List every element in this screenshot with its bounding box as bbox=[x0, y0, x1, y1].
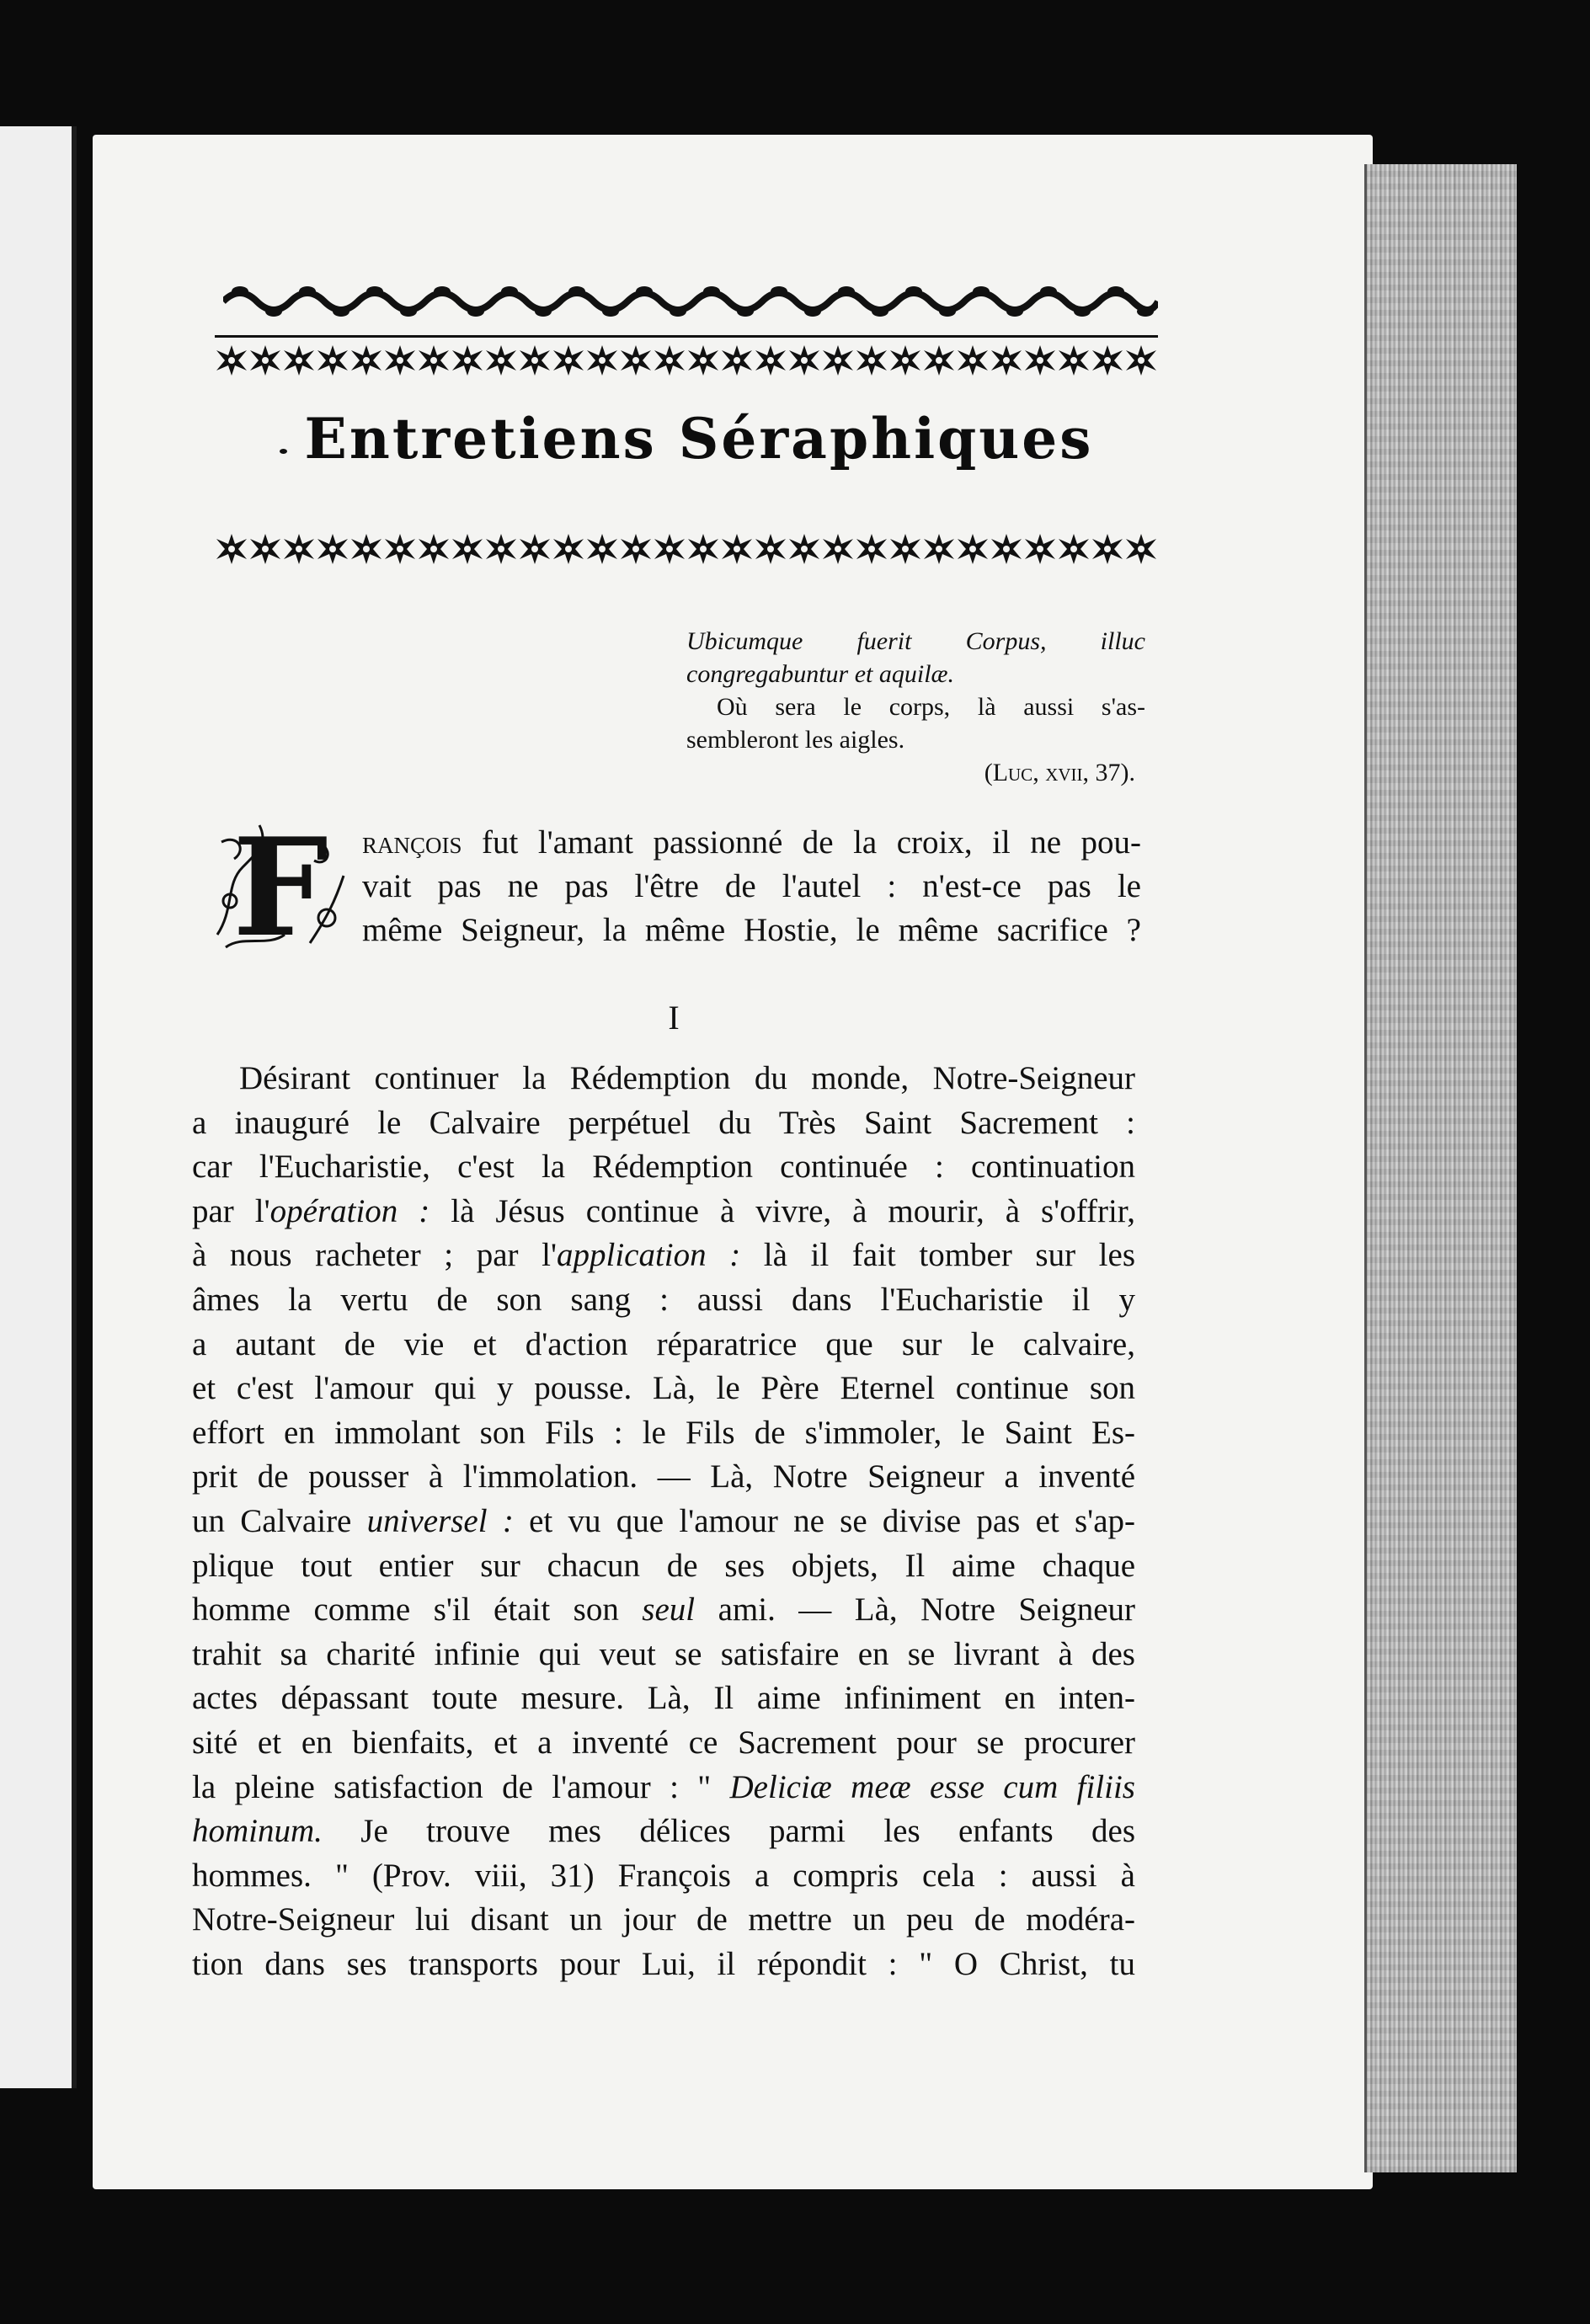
opening-line-2: vait pas ne pas l'être de l'autel : n'est-ce pas le bbox=[362, 868, 1141, 904]
vine-ornament bbox=[223, 280, 1158, 320]
body-line: Notre-Seigneur lui disant un jour de mettre un peu de modéra- bbox=[192, 1901, 1135, 1938]
body-paragraph bbox=[192, 1057, 1135, 1986]
svg-text:F: F bbox=[232, 808, 328, 956]
body-line: a inauguré le Calvaire perpétuel du Très Saint Sacrement : bbox=[192, 1104, 1135, 1141]
body-line: homme comme s'il était son seul ami. — Là, Notre Seigneur bbox=[192, 1591, 1136, 1628]
epigraph-reference: (Luc, xvii, 37). bbox=[984, 759, 1135, 786]
body-line: à nous racheter ; par l'application : là il fait tomber sur les bbox=[192, 1237, 1135, 1274]
opening-line-1: fut l'amant passionné de la croix, il ne pou- bbox=[482, 824, 1142, 861]
opening-line-3: même Seigneur, la même Hostie, le même sacrifice ? bbox=[362, 912, 1141, 948]
body-line: et c'est l'amour qui y pousse. Là, le Père Eternel continue son bbox=[192, 1370, 1135, 1407]
body-line: sité et en bienfaits, et a inventé ce Sacrement pour se procurer bbox=[192, 1724, 1135, 1761]
body-line: a autant de vie et d'action réparatrice que sur le calvaire, bbox=[192, 1325, 1135, 1362]
epigraph-french-line-1: Où sera le corps, là aussi s'as- bbox=[717, 693, 1145, 721]
body-line: Désirant continuer la Rédemption du monde, Notre-Seigneur bbox=[239, 1060, 1135, 1096]
ornament-rule bbox=[215, 335, 1158, 338]
body-line: car l'Eucharistie, c'est la Rédemption continuée : continuation bbox=[192, 1149, 1135, 1186]
body-line: trahit sa charité infinie qui veut se satisfaire en se livrant à des bbox=[192, 1635, 1135, 1672]
body-line: par l'opération : là Jésus continue à vivre, à mourir, à s'offrir, bbox=[192, 1192, 1135, 1229]
opening-lead-word: rançois bbox=[362, 824, 462, 861]
page-title: Entretiens Séraphiques bbox=[304, 406, 1094, 472]
body-line: hommes. " (Prov. viii, 31) François a compris cela : aussi à bbox=[192, 1857, 1135, 1894]
body-line: tion dans ses transports pour Lui, il répondit : " O Christ, tu bbox=[192, 1945, 1135, 1982]
body-line: prit de pousser à l'immolation. — Là, Notre Seigneur a inventé bbox=[192, 1458, 1135, 1495]
body-line: plique tout entier sur chacun de ses objets, Il aime chaque bbox=[192, 1547, 1135, 1584]
dropcap-initial bbox=[209, 808, 352, 956]
body-line: la pleine satisfaction de l'amour : " Deliciæ meæ esse cum filiis bbox=[192, 1768, 1135, 1805]
epigraph bbox=[686, 625, 1145, 789]
body-line: effort en immolant son Fils : le Fils de s'immoler, le Saint Es- bbox=[192, 1414, 1135, 1451]
page-block-edge bbox=[1364, 164, 1517, 2172]
epigraph-latin-line-1: Ubicumque fuerit Corpus, illuc bbox=[686, 627, 1145, 655]
star-border-bottom bbox=[215, 532, 1158, 566]
star-border-top bbox=[215, 344, 1158, 377]
opening-paragraph bbox=[362, 821, 1141, 952]
body-line: hominum. Je trouve mes délices parmi les enfants des bbox=[192, 1813, 1135, 1850]
body-line: actes dépassant toute mesure. Là, Il aime infiniment en inten- bbox=[192, 1680, 1135, 1717]
section-number: I bbox=[668, 999, 680, 1037]
facing-page-edge bbox=[0, 126, 77, 2088]
body-line: un Calvaire universel : et vu que l'amour ne se divise pas et s'ap- bbox=[192, 1502, 1135, 1539]
body-line: âmes la vertu de son sang : aussi dans l'Eucharistie il y bbox=[192, 1281, 1135, 1318]
epigraph-latin-line-2: congregabuntur et aquilæ. bbox=[686, 660, 955, 688]
epigraph-french-line-2: sembleront les aigles. bbox=[686, 726, 905, 754]
